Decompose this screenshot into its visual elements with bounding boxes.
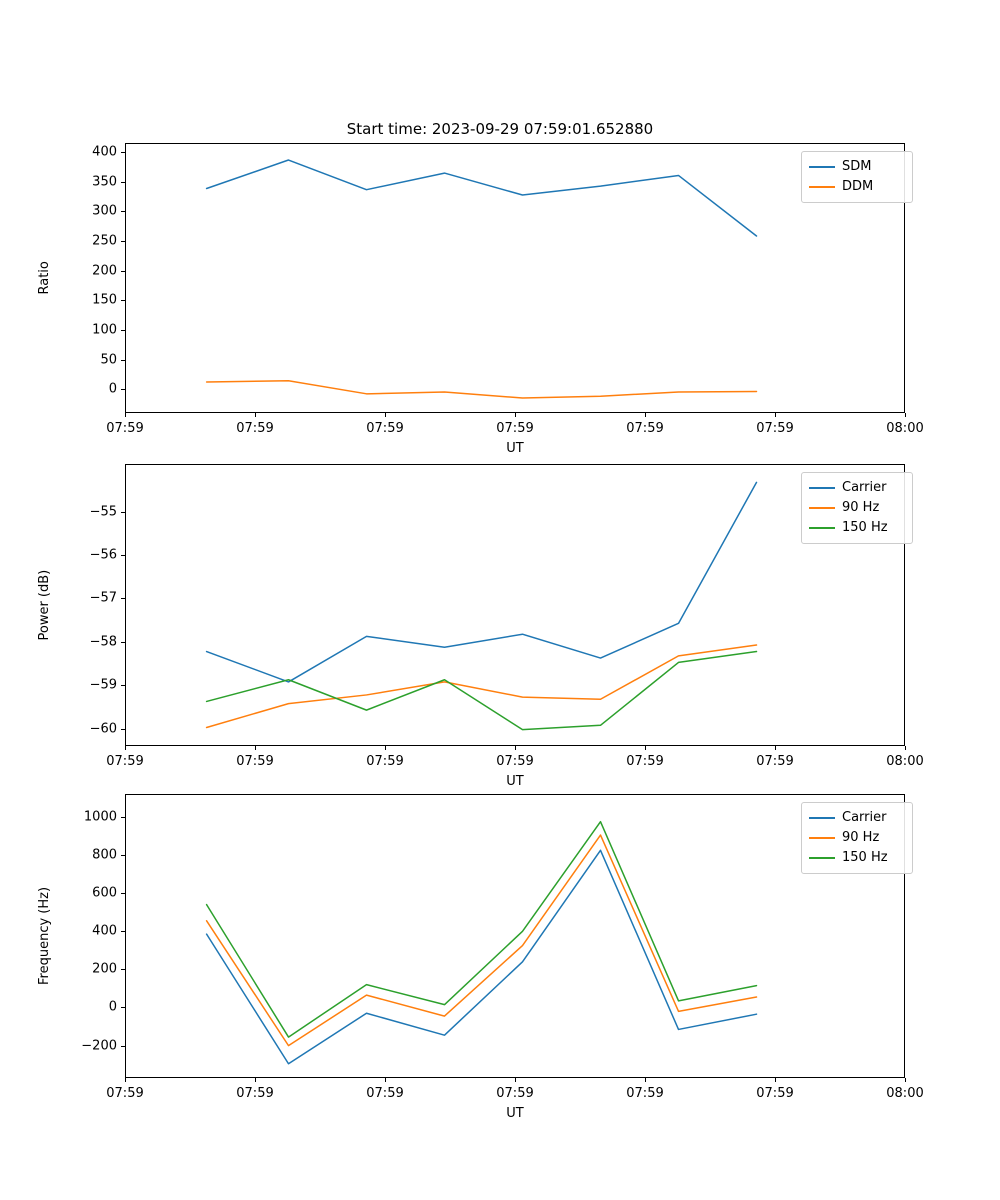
- x-tick-mark: [255, 1078, 256, 1082]
- x-tick-label: 07:59: [626, 1086, 664, 1101]
- y-tick-label: 800: [92, 847, 117, 863]
- y-tick-label: 0: [108, 999, 117, 1015]
- y-axis-label: Power (dB): [37, 569, 52, 641]
- y-axis-label: Frequency (Hz): [37, 886, 52, 985]
- y-tick-mark: [121, 1046, 125, 1047]
- y-tick-label: −56: [89, 547, 117, 563]
- y-tick-label: 250: [92, 233, 117, 249]
- y-tick-label: 200: [92, 961, 117, 977]
- y-tick-label: 600: [92, 885, 117, 901]
- legend-label: SDM: [842, 159, 872, 174]
- y-tick-label: −200: [81, 1038, 117, 1054]
- legend-label: Carrier: [842, 810, 887, 825]
- x-tick-label: 07:59: [366, 754, 404, 769]
- y-tick-mark: [121, 969, 125, 970]
- x-tick-label: 07:59: [756, 1086, 794, 1101]
- series-line-carrier: [207, 850, 757, 1063]
- x-tick-label: 07:59: [626, 421, 664, 436]
- y-tick-label: −57: [89, 590, 117, 606]
- legend-label: 150 Hz: [842, 520, 888, 535]
- x-tick-label: 07:59: [106, 1086, 144, 1101]
- y-tick-label: 200: [92, 263, 117, 279]
- y-tick-label: −55: [89, 504, 117, 520]
- axes-frame: [125, 794, 905, 1078]
- legend-label: 90 Hz: [842, 500, 880, 515]
- y-tick-label: 100: [92, 322, 117, 338]
- y-tick-label: 50: [100, 352, 117, 368]
- x-tick-label: 08:00: [886, 1086, 924, 1101]
- x-tick-label: 07:59: [756, 421, 794, 436]
- y-tick-label: 300: [92, 203, 117, 219]
- x-tick-mark: [775, 1078, 776, 1082]
- y-tick-label: 350: [92, 174, 117, 190]
- plot-lines: [126, 795, 906, 1079]
- x-tick-mark: [125, 1078, 126, 1082]
- x-tick-label: 08:00: [886, 754, 924, 769]
- y-tick-mark: [121, 855, 125, 856]
- y-tick-label: −59: [89, 677, 117, 693]
- y-tick-label: 400: [92, 144, 117, 160]
- x-axis-label: UT: [506, 441, 524, 456]
- legend: [801, 802, 913, 874]
- x-tick-label: 07:59: [756, 754, 794, 769]
- chart-title: Start time: 2023-09-29 07:59:01.652880: [346, 120, 654, 138]
- legend-item: [809, 828, 905, 848]
- x-axis-label: UT: [506, 774, 524, 789]
- x-tick-mark: [515, 1078, 516, 1082]
- x-tick-label: 07:59: [366, 421, 404, 436]
- x-tick-mark: [645, 1078, 646, 1082]
- legend-item: [809, 848, 905, 868]
- legend-swatch-icon: [809, 857, 835, 859]
- x-tick-label: 07:59: [626, 754, 664, 769]
- x-axis-label: UT: [506, 1106, 524, 1121]
- x-tick-label: 07:59: [366, 1086, 404, 1101]
- y-tick-label: −58: [89, 634, 117, 650]
- legend-label: 150 Hz: [842, 850, 888, 865]
- x-tick-label: 07:59: [236, 754, 274, 769]
- y-tick-mark: [121, 817, 125, 818]
- y-tick-label: 150: [92, 292, 117, 308]
- legend-swatch-icon: [809, 837, 835, 839]
- x-tick-label: 07:59: [106, 421, 144, 436]
- y-tick-label: 400: [92, 923, 117, 939]
- legend-label: 90 Hz: [842, 830, 880, 845]
- legend-label: Carrier: [842, 480, 887, 495]
- y-tick-label: 0: [108, 381, 117, 397]
- x-tick-mark: [385, 1078, 386, 1082]
- y-axis-label: Ratio: [37, 261, 52, 295]
- x-tick-label: 07:59: [496, 1086, 534, 1101]
- y-tick-mark: [121, 1007, 125, 1008]
- y-tick-label: −60: [89, 721, 117, 737]
- x-tick-label: 07:59: [106, 754, 144, 769]
- legend-swatch-icon: [809, 817, 835, 819]
- x-tick-label: 07:59: [236, 421, 274, 436]
- series-line-150-hz: [207, 822, 757, 1037]
- x-tick-label: 08:00: [886, 421, 924, 436]
- legend-label: DDM: [842, 179, 874, 194]
- y-tick-mark: [121, 931, 125, 932]
- x-tick-label: 07:59: [236, 1086, 274, 1101]
- series-line-90-hz: [207, 835, 757, 1046]
- y-tick-mark: [121, 893, 125, 894]
- x-tick-mark: [905, 1078, 906, 1082]
- legend-item: [809, 808, 905, 828]
- x-tick-label: 07:59: [496, 754, 534, 769]
- x-tick-label: 07:59: [496, 421, 534, 436]
- y-tick-label: 1000: [83, 809, 117, 825]
